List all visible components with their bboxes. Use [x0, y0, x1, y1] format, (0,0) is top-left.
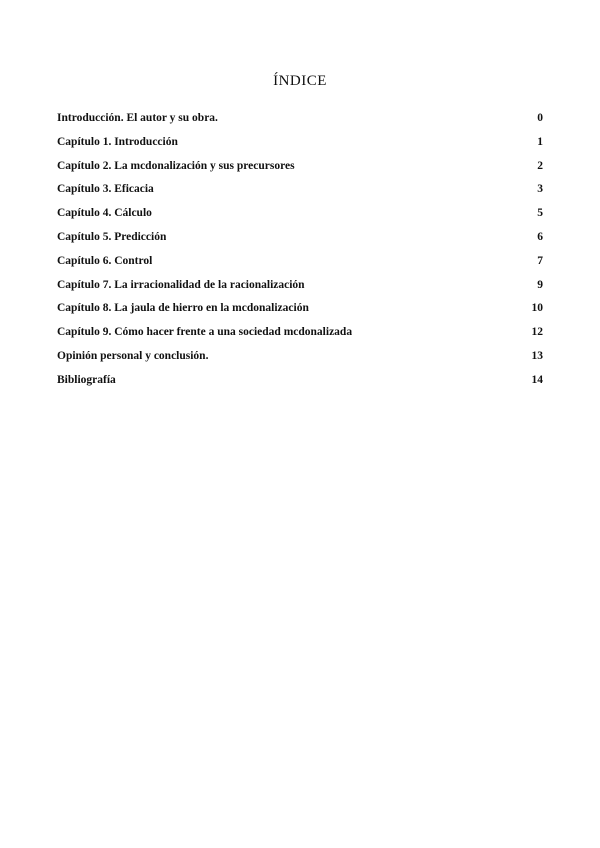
toc-entry-page-number: 1	[537, 135, 543, 148]
toc-entry	[57, 183, 543, 207]
toc-entry-label: Capítulo 7. La irracionalidad de la racionalización	[57, 278, 305, 291]
toc-entry	[57, 326, 543, 350]
toc-entry	[57, 255, 543, 279]
toc-entry-page-number: 2	[537, 159, 543, 172]
toc-entry-page-number: 13	[531, 349, 543, 362]
toc-entry-page-number: 12	[531, 326, 543, 339]
toc-entry-page-number: 10	[531, 302, 543, 315]
toc-entry-page-number: 6	[537, 230, 543, 243]
toc-entry	[57, 302, 543, 326]
toc-entry-label: Bibliografía	[57, 373, 116, 386]
toc-entry	[57, 279, 543, 303]
toc-entry	[57, 350, 543, 374]
toc-entry-page-number: 14	[531, 373, 543, 386]
toc-entry-label: Capítulo 5. Predicción	[57, 230, 167, 243]
toc-entry-label: Introducción. El autor y su obra.	[57, 112, 218, 124]
toc-entry-label: Capítulo 9. Cómo hacer frente a una sociedad mcdonalizada	[57, 326, 353, 339]
toc-entry-page-number: 9	[537, 278, 543, 291]
page-title: ÍNDICE	[273, 73, 327, 89]
toc-entry	[57, 374, 543, 398]
table-of-contents	[57, 112, 543, 398]
toc-entry	[57, 112, 543, 136]
toc-entry-page-number: 0	[537, 112, 543, 124]
toc-entry-label: Capítulo 4. Cálculo	[57, 207, 152, 220]
toc-entry-label: Opinión personal y conclusión.	[57, 349, 209, 362]
toc-entry-page-number: 7	[537, 254, 543, 267]
toc-entry-label: Capítulo 3. Eficacia	[57, 183, 154, 196]
toc-entry	[57, 160, 543, 184]
toc-entry	[57, 207, 543, 231]
toc-entry-page-number: 5	[537, 207, 543, 220]
toc-entry	[57, 231, 543, 255]
toc-entry-label: Capítulo 6. Control	[57, 254, 153, 267]
toc-entry	[57, 136, 543, 160]
toc-entry-label: Capítulo 1. Introducción	[57, 135, 178, 148]
toc-entry-page-number: 3	[537, 183, 543, 196]
toc-entry-label: Capítulo 2. La mcdonalización y sus precursores	[57, 159, 295, 172]
toc-entry-label: Capítulo 8. La jaula de hierro en la mcdonalización	[57, 302, 309, 315]
